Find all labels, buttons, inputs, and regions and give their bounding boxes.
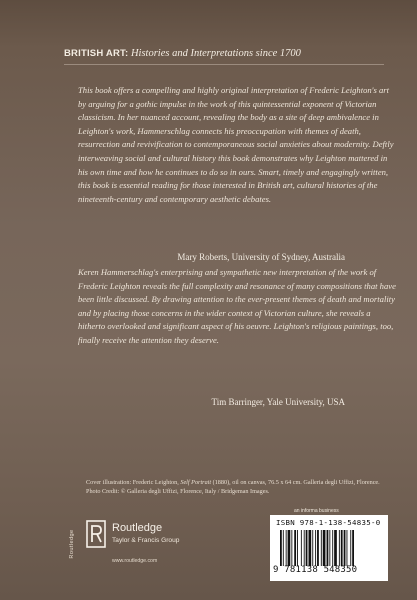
blurb-barringer: Keren Hammerschlag's enterprising and sympathetic new interpretation of the work of Frederic Leighton reveals the full complexity and resonance of many compositions that have been little discussed. By drawing attention to the ever-present themes of death and mortality and by placing those concerns in the wider context of Victorian culture, she reveals a hitherto overlooked and significant aspect of his oeuvre. Leighton's religious paintings, too, finally receive the attention they deserve. — [78, 267, 396, 345]
attribution-barringer: Tim Barringer, Yale University, USA — [211, 397, 345, 407]
barcode-digits: 9 781138 548350 — [273, 565, 358, 575]
publisher-group: Taylor & Francis Group — [112, 537, 180, 544]
isbn-number: ISBN 978-1-138-54835-0 — [276, 518, 381, 527]
series-title — [64, 48, 394, 59]
divider — [64, 64, 384, 65]
publisher-block — [86, 518, 246, 578]
series-title-italic: Histories and Interpretations since 1700 — [128, 48, 301, 59]
side-label-text: Routledge — [69, 529, 75, 559]
blurb-roberts: This book offers a compelling and highly original interpretation of Frederic Leighton's art by arguing for a gothic impulse in the work of this quintessential exponent of Victorian classicism. In her nuanced account, revealing the body as a site of deep ambivalence in Leighton's work, Hammerschlag connects his preoccupation with themes of death, resurrection and revivification to contemporaneous social anxieties about modernity. Deftly interweaving social and cultural history this book demonstrates why Leighton mattered in his own time and how he continues to do so in ours. Smart, timely and engagingly written, this book is essential reading for those interested in British art, cultural histories of the nineteenth-century and contemporary aesthetic debates. — [78, 85, 394, 204]
credit-suffix: (1880), oil on canvas, 76.5 x 64 cm. Galleria degli Uffizi, Florence. Photo Credit: © Galleria degli Uffizi, Florence, Italy / Bridgeman Images. — [86, 479, 380, 495]
attribution-roberts: Mary Roberts, University of Sydney, Australia — [177, 252, 345, 262]
barcode-bars — [280, 530, 380, 566]
publisher-url[interactable]: www.routledge.com — [112, 558, 158, 564]
credit-artwork-title: Self Portrait — [180, 479, 212, 486]
cover-illustration-credit — [86, 478, 386, 496]
series-title-bold: BRITISH ART: — [64, 48, 129, 59]
informa-tagline: an informa business — [294, 508, 339, 514]
credit-prefix: Cover illustration: Frederic Leighton, — [86, 479, 181, 486]
publisher-name: Routledge — [112, 522, 163, 534]
spine-side-label — [64, 505, 74, 585]
routledge-logo-icon — [86, 520, 106, 548]
isbn-barcode — [270, 515, 388, 581]
